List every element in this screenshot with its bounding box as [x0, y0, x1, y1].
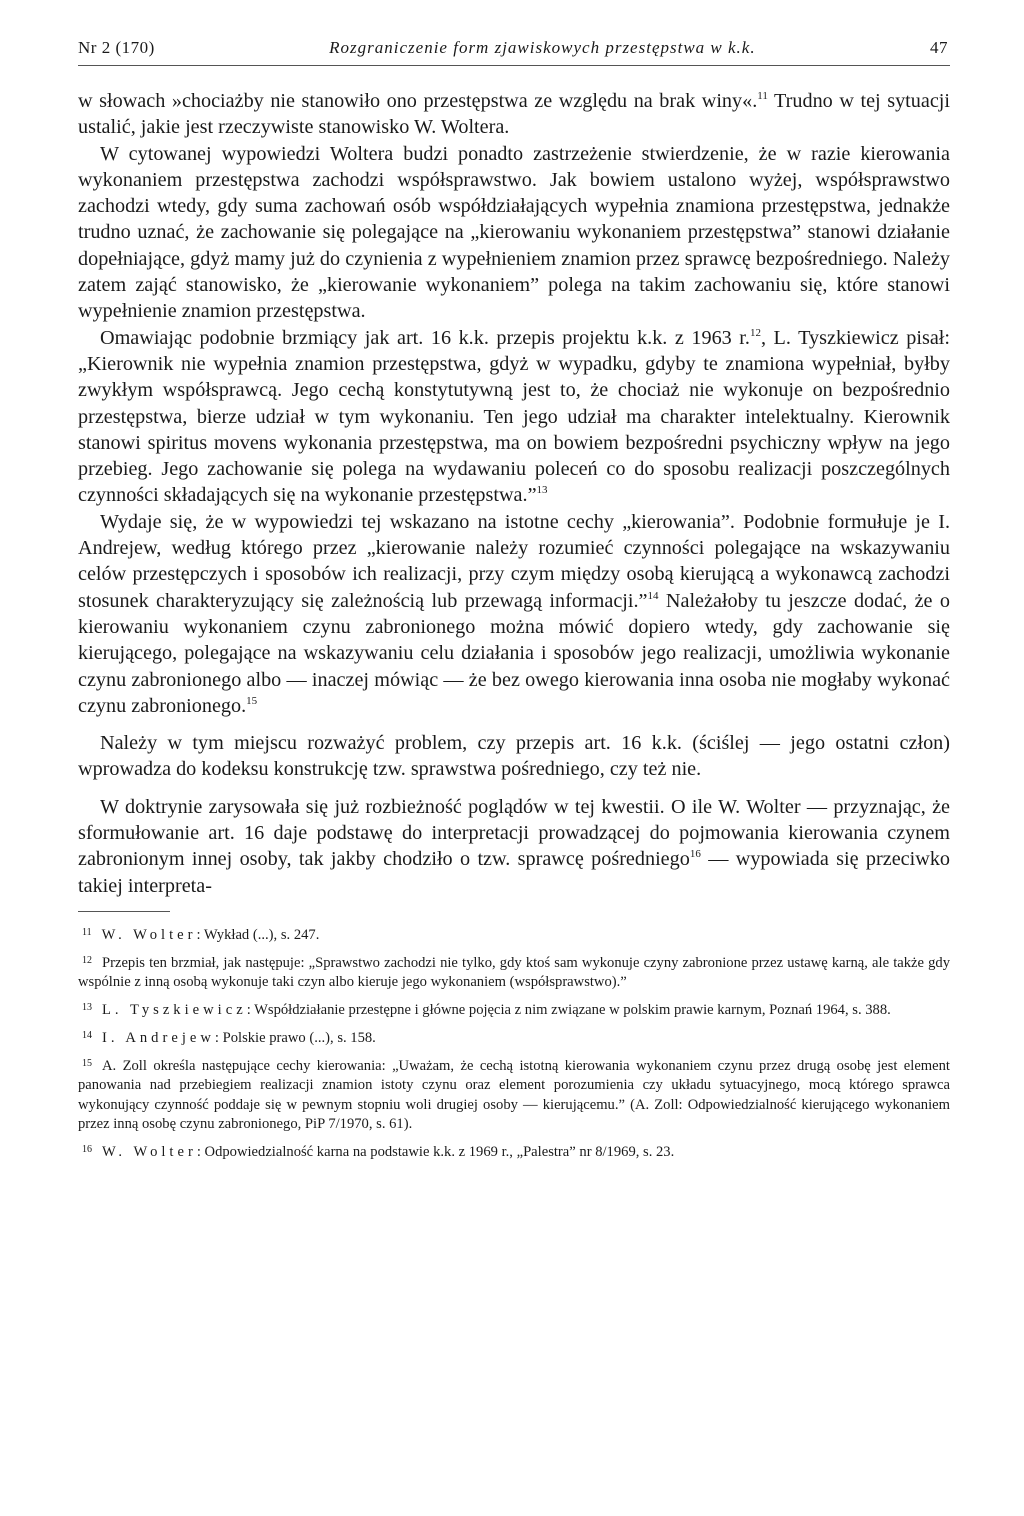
- author-name: W. Wolter: [102, 1143, 197, 1160]
- footnote-number: 15: [82, 1058, 92, 1070]
- footnote-separator: [78, 911, 170, 912]
- footnote-ref[interactable]: 11: [757, 90, 768, 102]
- footnote: $^{12}$ Przepis ten brzmiał, jak następuje: „Sprawstwo zachodzi nie tylko, gdy ktoś sam wykonuje czyny zabronione przez ustawę karną, ale także gdy wspólnie z inną osobą wykonuje taki czyn albo kieruje jego wykonaniem (współsprawstwo).”: [78, 955, 950, 991]
- footnote-ref[interactable]: 15: [246, 694, 258, 707]
- footnote: $^{14}$ I. Andrejew: Polskie prawo (...), s. 158.: [82, 1030, 376, 1047]
- footnote-number: 11: [82, 926, 92, 938]
- footnote-number: 14: [82, 1030, 92, 1042]
- paragraph: Wydaje się, że w wypowiedzi tej wskazano na istotne cechy „kierowania”. Podobnie formułuje je I. Andrejew, według którego przez „kierowanie należy rozumieć czynności polegające na wskazywaniu celów przestępczych i sposobów ich realizacji, przy czym między osobą kierującą a wykonawcą zachodzi stosunek charakteryzujący się zależnością lub przewagą informacji.”$^{14}$ Należałoby tu jeszcze dodać, że o kierowaniu wykonaniem czynu zabronionego można mówić dopiero wtedy, gdy zachowanie się kierującego, polegające na wskazywaniu celu działania i sposobów jego realizacji, umożliwia wykonanie czynu zabronionego albo — inaczej mówiąc — że bez owego kierowania inna osoba nie mogłaby wykonać czynu zabronionego.$^{15}$: [78, 510, 951, 717]
- author-name: W. Wolter: [101, 926, 197, 943]
- paragraph: W doktrynie zarysowała się już rozbieżność poglądów w tej kwestii. O ile W. Wolter — przyznając, że sformułowanie art. 16 daje podstawę do interpretacji prowadzącej do pojmowania kierowania czynem zabronionym innej osoby, tak jakby chodziło o tzw. sprawcę pośredniego$^{16}$ — wypowiada się przeciwko takiej interpreta-: [78, 795, 951, 897]
- main-text: [78, 88, 950, 899]
- running-header: [78, 38, 950, 66]
- footnote-ref[interactable]: 16: [689, 848, 701, 861]
- author-name: L. Tyszkiewicz: [102, 1002, 247, 1019]
- page: [78, 38, 950, 1168]
- footnote-ref[interactable]: 13: [536, 484, 548, 497]
- footnote: $^{13}$ L. Tyszkiewicz: Współdziałanie przestępne i główne pojęcia z nim związane w polskim prawie karnym, Poznań 1964, s. 388.: [82, 1002, 891, 1019]
- footnote: $^{11}$ W. Wolter: Wykład (...), s. 247.: [82, 926, 320, 943]
- footnote-number: 13: [82, 1002, 92, 1014]
- footnote-number: 12: [82, 955, 92, 966]
- footnotes: [78, 923, 950, 1162]
- paragraph: Omawiając podobnie brzmiący jak art. 16 k.k. przepis projektu k.k. z 1963 r.$^{12}$, L. Tyszkiewicz pisał: „Kierownik nie wypełnia znamion przestępstwa, gdyż w wypadku, gdyby te znamiona wypełniał, byłby zwykłym współsprawcą. Jego cechą konstytutywną jest to, że chociaż nie wykonuje on bezpośrednio przestępstwa, bierze udział w tym wykonaniu. Ten jego udział ma charakter intelektualny. Kierownik stanowi spiritus movens wykonania przestępstwa, ma on bowiem bezpośredni psychiczny wpływ na jego przebieg. Jego zachowanie się polega na wydawaniu poleceń co do sposobu realizacji poszczególnych czynności składających się na wykonanie przestępstwa.”$^{13}$: [78, 326, 950, 507]
- running-title: Rozgraniczenie form zjawiskowych przestępstwa w k.k.: [329, 38, 756, 57]
- author-name: I. Andrejew: [102, 1030, 215, 1047]
- issue-number: Nr 2 (170): [78, 38, 155, 57]
- paragraph: Należy w tym miejscu rozważyć problem, czy przepis art. 16 k.k. (ściślej — jego ostatni człon) wprowadza do kodeksu konstrukcję tzw. sprawstwa pośredniego, czy też nie.: [78, 732, 950, 781]
- footnote-number: 16: [82, 1143, 92, 1155]
- footnote-ref[interactable]: 12: [749, 326, 761, 339]
- footnote: $^{16}$ W. Wolter: Odpowiedzialność karna na podstawie k.k. z 1969 r., „Palestra” nr 8/1969, s. 23.: [82, 1143, 675, 1160]
- footnote-ref[interactable]: 14: [647, 589, 659, 602]
- paragraph: w słowach »chociażby nie stanowiło ono przestępstwa ze względu na brak winy«.$^{11}$ Trudno w tej sytuacji ustalić, jakie jest rzeczywiste stanowisko W. Woltera.: [78, 90, 950, 139]
- paragraph: W cytowanej wypowiedzi Woltera budzi ponadto zastrzeżenie stwierdzenie, że w razie kierowania wykonaniem przestępstwa zachodzi współsprawstwo. Jak bowiem ustalono wyżej, współsprawstwo zachodzi wtedy, gdy suma zachowań osób współdziałających wypełnia znamiona przestępstwa, jednakże trudno uznać, że zachowanie się polegające na „kierowaniu wykonaniem przestępstwa” stanowi działanie dopełniające, gdyż mamy już do czynienia z wypełnieniem znamion przez sprawcę bezpośredniego. Należy zatem zająć stanowisko, że „kierowanie wykonaniem” polega na takim zachowaniu się, które stanowi wypełnienie znamion przestępstwa.: [78, 142, 950, 323]
- footnote: $^{15}$ A. Zoll określa następujące cechy kierowania: „Uważam, że cechą istotną kierowania wykonaniem czynu przez drugą osobę jest element panowania nad przebiegiem realizacji znamion istoty czynu oraz element porozumienia czy układu sytuacyjnego, mocą którego sprawca wykonujący czynność poddaje się w pewnym stopniu woli drugiej osoby — kierującemu.” (A. Zoll: Odpowiedzialność kierującego wykonaniem przez inną osobę czynu zabronionego, PiP 7/1970, s. 61).: [78, 1058, 950, 1132]
- page-number: 47: [930, 38, 948, 57]
